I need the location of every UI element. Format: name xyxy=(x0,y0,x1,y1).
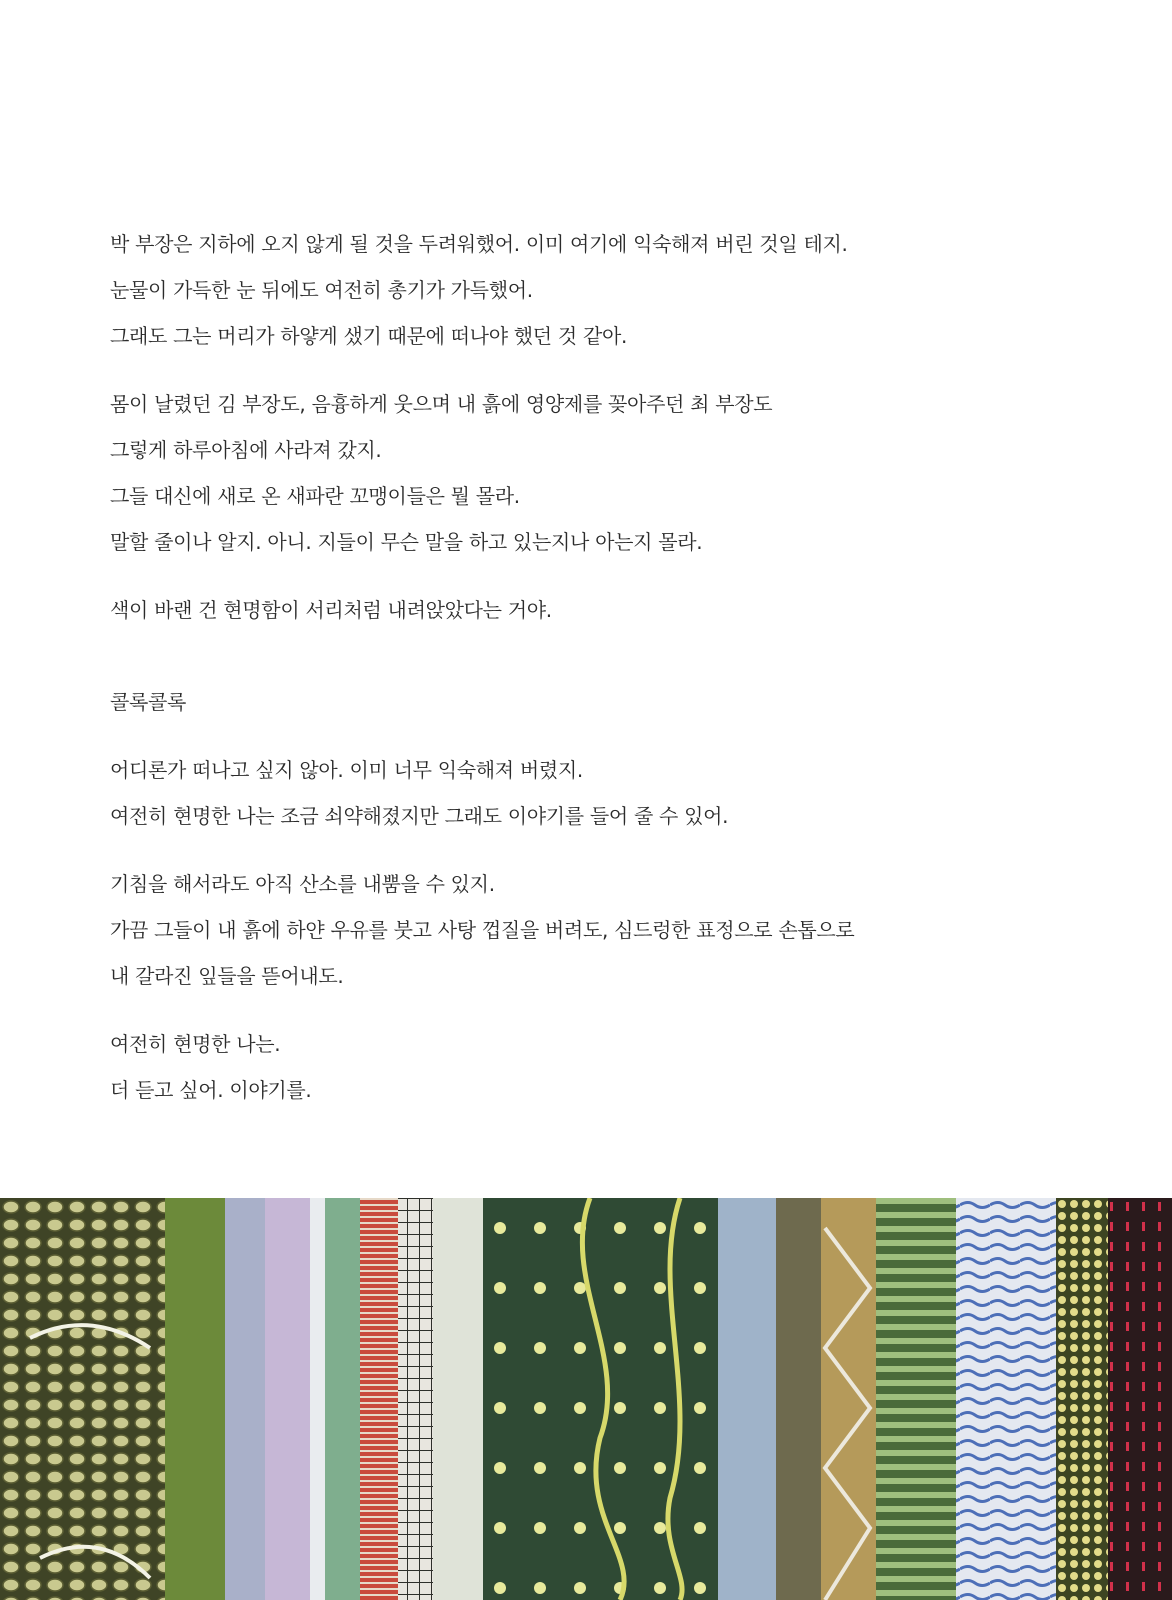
text-line: 콜록콜록 xyxy=(110,690,187,714)
plant-cell-illustration xyxy=(0,1198,1172,1600)
text-line: 박 부장은 지하에 오지 않게 될 것을 두려워했어. 이미 여기에 익숙해져 버린 것일 테지. xyxy=(110,232,848,256)
text-line: 기침을 해서라도 아직 산소를 내뿜을 수 있지. xyxy=(110,872,495,896)
text-line: 여전히 현명한 나는. xyxy=(110,1032,281,1056)
text-line: 더 듣고 싶어. 이야기를. xyxy=(110,1078,312,1102)
text-line: 눈물이 가득한 눈 뒤에도 여전히 총기가 가득했어. xyxy=(110,278,533,302)
text-line: 색이 바랜 건 현명함이 서리처럼 내려앉았다는 거야. xyxy=(110,598,552,622)
text-line: 여전히 현명한 나는 조금 쇠약해졌지만 그래도 이야기를 들어 줄 수 있어. xyxy=(110,804,729,828)
text-line: 그렇게 하루아침에 사라져 갔지. xyxy=(110,438,382,462)
text-line: 그래도 그는 머리가 하얗게 샜기 때문에 떠나야 했던 것 같아. xyxy=(110,324,628,348)
text-line: 말할 줄이나 알지. 아니. 지들이 무슨 말을 하고 있는지나 아는지 몰라. xyxy=(110,530,703,554)
text-line: 내 갈라진 잎들을 뜯어내도. xyxy=(110,964,344,988)
text-line: 몸이 날렸던 김 부장도, 음흉하게 웃으며 내 흙에 영양제를 꽂아주던 최 부장도 xyxy=(110,392,773,416)
text-line: 가끔 그들이 내 흙에 하얀 우유를 붓고 사탕 껍질을 버려도, 심드렁한 표정으로 손톱으로 xyxy=(110,918,855,942)
text-line: 그들 대신에 새로 온 새파란 꼬맹이들은 뭘 몰라. xyxy=(110,484,520,508)
text-line: 어디론가 떠나고 싶지 않아. 이미 너무 익숙해져 버렸지. xyxy=(110,758,583,782)
